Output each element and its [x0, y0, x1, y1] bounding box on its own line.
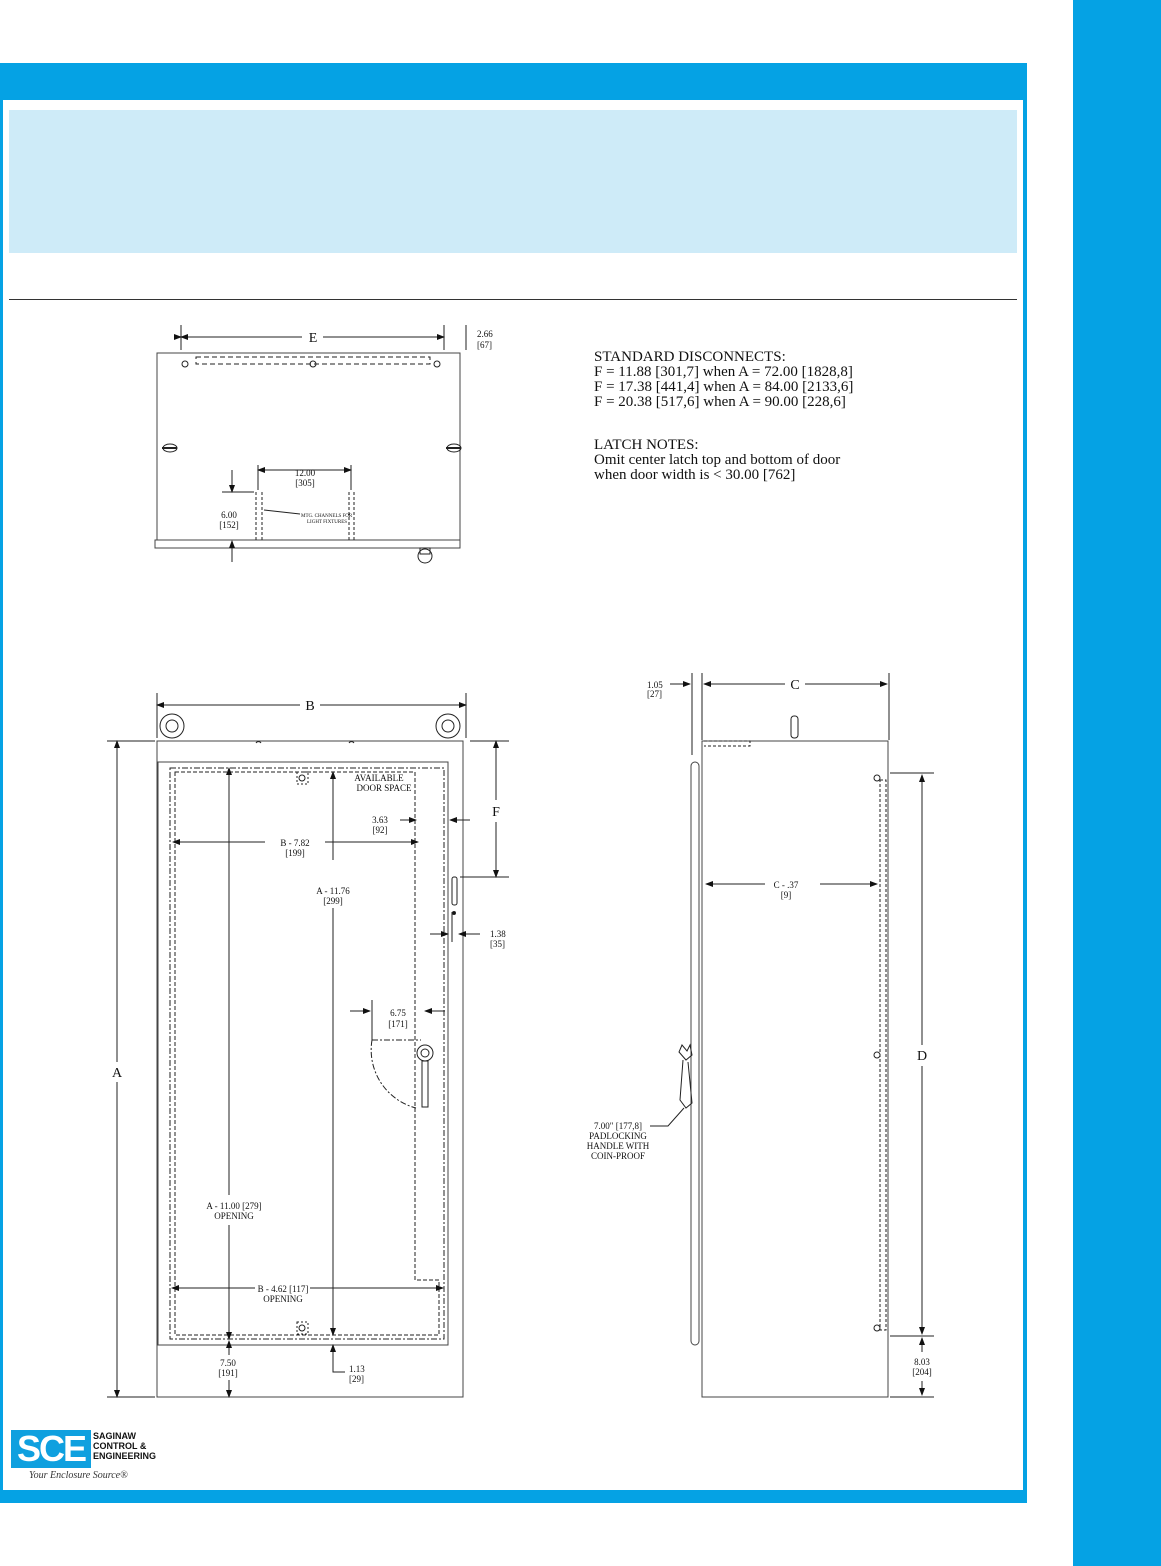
- dim-266-mm-label: [67]: [477, 340, 492, 350]
- dim-105-label: 1.05: [647, 680, 663, 690]
- dim-b-label: B: [305, 699, 315, 714]
- dim-363-label: 3.63: [372, 815, 388, 825]
- dim-b462-label-2: OPENING: [263, 1294, 303, 1304]
- door-space-label: AVAILABLE: [354, 773, 404, 783]
- dim-113-label: 1.13: [349, 1364, 365, 1374]
- dim-675-label: 6.75: [390, 1008, 406, 1018]
- logo-tagline: Your Enclosure Source®: [29, 1470, 128, 1481]
- dim-675-mm-label: [171]: [388, 1019, 408, 1029]
- dim-363-mm-label: [92]: [372, 825, 388, 835]
- dim-b462-label: B - 4.62 [117]: [257, 1284, 309, 1294]
- dim-a1176-mm-label: [299]: [323, 896, 343, 906]
- dim-138-label: 1.38: [490, 929, 506, 939]
- company-logo: [11, 1430, 157, 1485]
- logo-mark: SCE: [11, 1430, 91, 1468]
- logo-line: CONTROL &: [93, 1441, 147, 1451]
- dim-c37-mm-label: [9]: [780, 890, 792, 900]
- handle-label-1: 7.00" [177,8]: [594, 1121, 642, 1131]
- latch-line: Omit center latch top and bottom of door: [594, 452, 841, 468]
- dim-c-label: C: [790, 678, 800, 693]
- logo-name: [93, 1431, 155, 1461]
- dim-a-label: A: [111, 1066, 123, 1081]
- dim-12-mm-label: [305]: [295, 478, 315, 488]
- dim-a11-label-2: OPENING: [214, 1211, 254, 1221]
- dim-750-mm-label: [191]: [218, 1368, 238, 1378]
- dim-e-label: E: [308, 331, 318, 346]
- disconnect-line: F = 11.88 [301,7] when A = 72.00 [1828,8]: [594, 364, 853, 380]
- dim-750-label: 7.50: [220, 1358, 236, 1368]
- dim-803-label: 8.03: [914, 1357, 930, 1367]
- logo-line: SAGINAW: [93, 1431, 137, 1441]
- handle-label-4: COIN-PROOF: [590, 1151, 646, 1161]
- latch-line: when door width is < 30.00 [762]: [594, 467, 796, 483]
- dim-113-mm-label: [29]: [349, 1374, 364, 1384]
- dim-d-label: D: [916, 1049, 928, 1064]
- dim-b782-mm-label: [199]: [285, 848, 305, 858]
- side-view: [650, 673, 934, 1397]
- dim-b782-label: B - 7.82: [280, 838, 310, 848]
- door-space-label-2: DOOR SPACE: [356, 783, 412, 793]
- dim-f-label: F: [492, 805, 500, 820]
- channel-label: MTG. CHANNELS FOR: [301, 514, 353, 519]
- dim-12-label: 12.00: [294, 468, 316, 478]
- dim-a1176-label: A - 11.76: [316, 886, 350, 896]
- dim-a11-label: A - 11.00 [279]: [206, 1201, 262, 1211]
- disconnects-heading: STANDARD DISCONNECTS:: [594, 349, 786, 365]
- dim-105-mm-label: [27]: [647, 689, 662, 699]
- channel-label-2: LIGHT FIXTURES: [307, 520, 348, 525]
- handle-label-2: PADLOCKING: [589, 1131, 647, 1141]
- dim-803-mm-label: [204]: [912, 1367, 932, 1377]
- disconnect-line: F = 20.38 [517,6] when A = 90.00 [228,6]: [594, 394, 846, 410]
- dim-266-label: 2.66: [477, 329, 493, 339]
- handle-label-3: HANDLE WITH: [586, 1141, 650, 1151]
- latch-heading: LATCH NOTES:: [594, 437, 699, 453]
- logo-line: ENGINEERING: [93, 1451, 157, 1461]
- top-view: [155, 325, 466, 563]
- notes-block: [594, 350, 853, 483]
- dim-138-mm-label: [35]: [490, 939, 505, 949]
- dim-c37-label: C - .37: [773, 880, 799, 890]
- dim-6-mm-label: [152]: [219, 520, 239, 530]
- dim-6-label: 6.00: [221, 510, 237, 520]
- disconnect-line: F = 17.38 [441,4] when A = 84.00 [2133,6]: [594, 379, 854, 395]
